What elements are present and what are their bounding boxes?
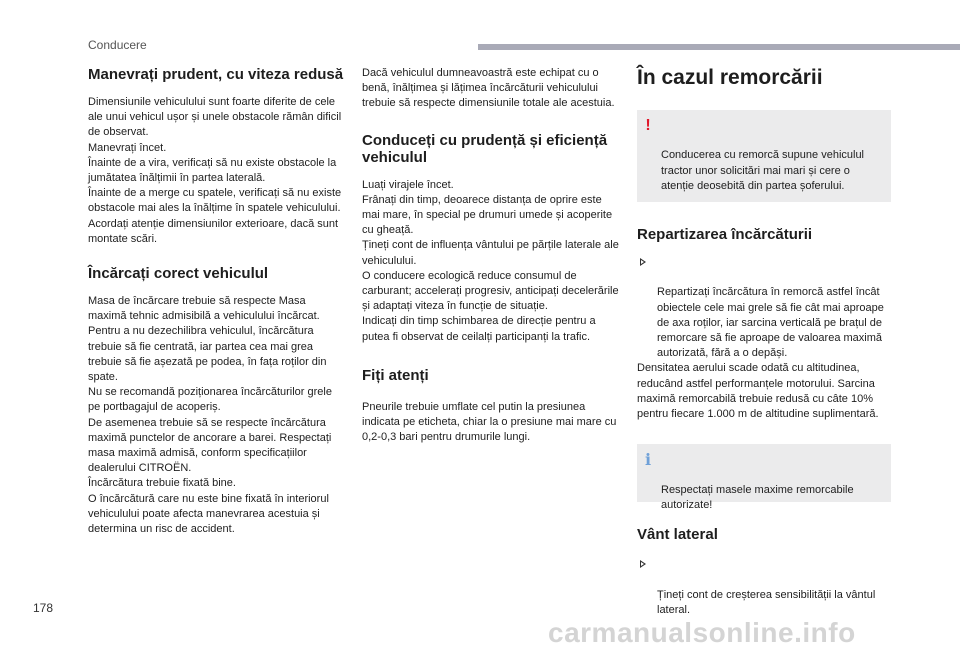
paragraph-air-density: Densitatea aerului scade odată cu altitudinea, reducând astfel performanțele motorului. Sarcina maximă remorcabilă trebuie redusă cu câte 10% pentru fiecare 1.000 m de altitudine suplimentară.: [637, 362, 879, 421]
header-bar: [478, 44, 960, 50]
bullet-side-wind-text: Țineți cont de creșterea sensibilității la vântul lateral.: [657, 588, 876, 616]
paragraph-load: Masa de încărcare trebuie să respecte Masa maximă tehnic admisibilă a vehiculului încărcat. Pentru a nu dezechilibra vehiculul, încărcătura trebuie să fie centrată, iar partea cea mai grea trebuie să fie așezată pe podea, în fața roților din spate. Nu se recomandă poziționarea încărcăturilor grele pe portbagajul de acoperiș. De asemenea trebuie să se respecte încărcătura maximă punctelor de ancorare a barei. Respectați masa maximă admisă, conform specificațiilor dealerului CITROËN. Încărcătura trebuie fixată bine. O încărcătură care nu este bine fixată în interiorul vehiculului poate afecta manevrarea acestuia și determina un risc de accident.: [88, 295, 332, 536]
heading-side-wind: Vânt lateral: [637, 526, 718, 544]
heading-eco-driving: Conduceți cu prudență și eficiență vehiculul: [362, 131, 608, 166]
bullet-arrow-icon: [640, 560, 646, 568]
bullet-distribution-text: Repartizați încărcătura în remorcă astfel încât obiectele cele mai grele să fie cât mai aproape de axa roților, iar sarcina verticală pe brațul de remorcare să fie aproape de valoarea maximă autorizată, fără a o depăși.: [657, 286, 884, 360]
page-number: 178: [33, 601, 54, 615]
warning-text: Conducerea cu remorcă supune vehiculul tractor unor solicitări mai mari și cere o atenție deosebită din partea șoferului.: [661, 149, 865, 192]
section-title: Conducere: [88, 38, 147, 52]
heading-careful: Fiți atenți: [362, 366, 429, 384]
heading-maneuver: Manevrați prudent, cu viteza redusă: [88, 66, 344, 83]
warning-icon: !: [645, 117, 651, 134]
paragraph-maneuver: Dimensiunile vehiculului sunt foarte diferite de cele ale unui vehicul ușor și unele obstacole rămân dificil de observat. Manevrați încet. Înainte de a vira, verificați să nu existe obstacole la jumătatea înălțimii în partea laterală. Înainte de a merge cu spatele, verificați să nu existe obstacole mai ales la înălțime în spatele vehiculului. Acordați atenție dimensiunilor exterioare, dacă sunt montate scări.: [88, 96, 342, 245]
warning-box: [637, 110, 891, 202]
watermark: carmanualsonline.info: [548, 617, 856, 648]
info-text: Respectați masele maxime remorcabile autorizate!: [661, 483, 854, 511]
column-right: [637, 62, 891, 618]
column-left: [88, 62, 346, 557]
info-box: [637, 444, 891, 511]
list-item-side-wind: [637, 557, 891, 618]
paragraph-careful: Pneurile trebuie umflate cel putin la presiunea indicata pe eticheta, chiar la o presiune mai mare cu 0,2-0,3 bari pentru drumurile lungi.: [362, 400, 617, 444]
paragraph-dimensions: Dacă vehiculul dumneavoastră este echipat cu o benă, înălțimea și lățimea încărcăturii vehiculului trebuie să respecte dimensiunile totale ale acestuia.: [362, 67, 615, 110]
info-icon: i: [645, 450, 652, 470]
heading-load-distribution: Repartizarea încărcăturii: [637, 226, 813, 243]
bullet-arrow-icon: [640, 258, 646, 266]
list-item-distribution: [637, 255, 891, 361]
heading-load: Încărcați corect vehiculul: [88, 265, 269, 283]
paragraph-eco-driving: Luați virajele încet. Frânați din timp, deoarece distanța de oprire este mai mare, în special pe drumuri umede și acoperite cu gheață. Țineți cont de influența vântului pe părțile laterale ale vehiculului. O conducere ecologică reduce consumul de carburant; accelerați progresiv, anticipați decelerările și adaptați viteza în funcție de situație. Indicați din timp schimbarea de direcție pentru a putea fi observat de ceilalți participanți la trafic.: [362, 178, 619, 343]
column-middle: [362, 62, 620, 465]
heading-towing: În cazul remorcării: [637, 66, 823, 89]
